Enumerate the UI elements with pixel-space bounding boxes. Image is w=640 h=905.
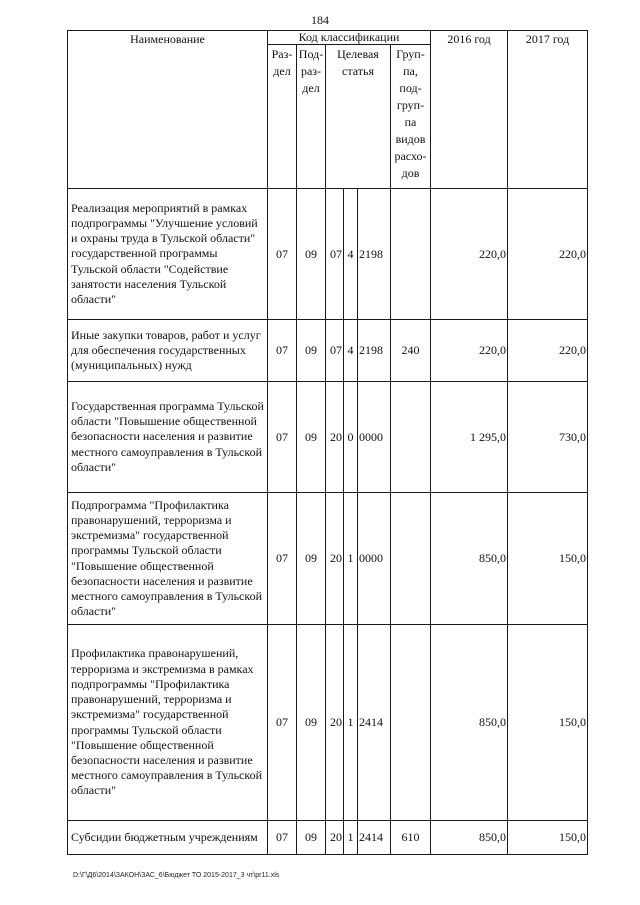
row-expense-type: 610 <box>391 821 431 855</box>
row-target-direction: 2198 <box>358 320 391 382</box>
row-target-direction: 2414 <box>358 821 391 855</box>
row-target-program: 20 <box>326 382 344 493</box>
row-expense-type <box>391 625 431 821</box>
row-amount-2016: 850,0 <box>431 493 508 625</box>
row-razdel: 07 <box>268 382 297 493</box>
row-target-program: 20 <box>326 493 344 625</box>
row-amount-2016: 850,0 <box>431 821 508 855</box>
table-row <box>68 320 588 382</box>
row-target-program: 20 <box>326 625 344 821</box>
row-amount-2017: 150,0 <box>508 625 588 821</box>
row-target-subprogram: 4 <box>344 320 358 382</box>
row-target-direction: 0000 <box>358 493 391 625</box>
header-2016: 2016 год <box>431 31 508 189</box>
row-razdel: 07 <box>268 821 297 855</box>
row-target-subprogram: 0 <box>344 382 358 493</box>
row-target-direction: 0000 <box>358 382 391 493</box>
row-target-program: 07 <box>326 189 344 320</box>
row-podrazdel: 09 <box>297 320 326 382</box>
row-target-direction: 2414 <box>358 625 391 821</box>
header-razdel: Раз- дел <box>268 45 297 189</box>
row-name: Государственная программа Тульской области "Повышение общественной безопасности населения и развитие местного самоуправления в Тульской области" <box>68 382 268 493</box>
row-target-program: 20 <box>326 821 344 855</box>
table-row <box>68 821 588 855</box>
row-amount-2016: 220,0 <box>431 320 508 382</box>
row-amount-2017: 150,0 <box>508 821 588 855</box>
row-amount-2017: 730,0 <box>508 382 588 493</box>
row-expense-type <box>391 493 431 625</box>
budget-table <box>67 30 588 855</box>
row-target-subprogram: 1 <box>344 625 358 821</box>
row-razdel: 07 <box>268 625 297 821</box>
row-target-program: 07 <box>326 320 344 382</box>
row-amount-2017: 150,0 <box>508 493 588 625</box>
row-target-subprogram: 4 <box>344 189 358 320</box>
header-target-article: Целевая статья <box>326 45 391 189</box>
row-target-subprogram: 1 <box>344 821 358 855</box>
row-name: Реализация мероприятий в рамках подпрограммы "Улучшение условий и охраны труда в Тульской области" государственной программы Тульской области "Содействие занятости населения Тульской области" <box>68 189 268 320</box>
table-row <box>68 382 588 493</box>
footer-file-path: D:\Г\Д6\2014\ЗАКОН\ЗАС_6\Бюджет ТО 2015-2017_3 чт\pr11.xls <box>73 872 280 879</box>
row-podrazdel: 09 <box>297 493 326 625</box>
row-podrazdel: 09 <box>297 189 326 320</box>
row-amount-2017: 220,0 <box>508 320 588 382</box>
row-amount-2016: 850,0 <box>431 625 508 821</box>
row-target-direction: 2198 <box>358 189 391 320</box>
header-name: Наименование <box>68 31 268 189</box>
row-podrazdel: 09 <box>297 821 326 855</box>
row-target-subprogram: 1 <box>344 493 358 625</box>
row-name: Профилактика правонарушений, терроризма и экстремизма в рамках подпрограммы "Профилактика правонарушений, терроризма и экстремизма" государственной программы Тульской области "Повышение общественной безопасности населения и развитие местного самоуправления в Тульской области" <box>68 625 268 821</box>
row-expense-type: 240 <box>391 320 431 382</box>
header-expense-type: Груп- па, под- груп- па видов расхо- дов <box>391 45 431 189</box>
row-name: Субсидии бюджетным учреждениям <box>68 821 268 855</box>
row-razdel: 07 <box>268 493 297 625</box>
header-2017: 2017 год <box>508 31 588 189</box>
row-podrazdel: 09 <box>297 382 326 493</box>
page-number: 184 <box>311 13 329 27</box>
header-podrazdel: Под- раз- дел <box>297 45 326 189</box>
row-amount-2017: 220,0 <box>508 189 588 320</box>
row-amount-2016: 220,0 <box>431 189 508 320</box>
row-expense-type <box>391 189 431 320</box>
header-code: Код классификации <box>268 31 431 45</box>
row-razdel: 07 <box>268 189 297 320</box>
row-amount-2016: 1 295,0 <box>431 382 508 493</box>
table-row <box>68 625 588 821</box>
row-name: Подпрограмма "Профилактика правонарушений, терроризма и экстремизма" государственной программы Тульской области "Повышение общественной безопасности населения и развитие местного самоуправления в Тульской области" <box>68 493 268 625</box>
row-expense-type <box>391 382 431 493</box>
row-podrazdel: 09 <box>297 625 326 821</box>
row-razdel: 07 <box>268 320 297 382</box>
table-row <box>68 493 588 625</box>
row-name: Иные закупки товаров, работ и услуг для обеспечения государственных (муниципальных) нужд <box>68 320 268 382</box>
table-row <box>68 189 588 320</box>
